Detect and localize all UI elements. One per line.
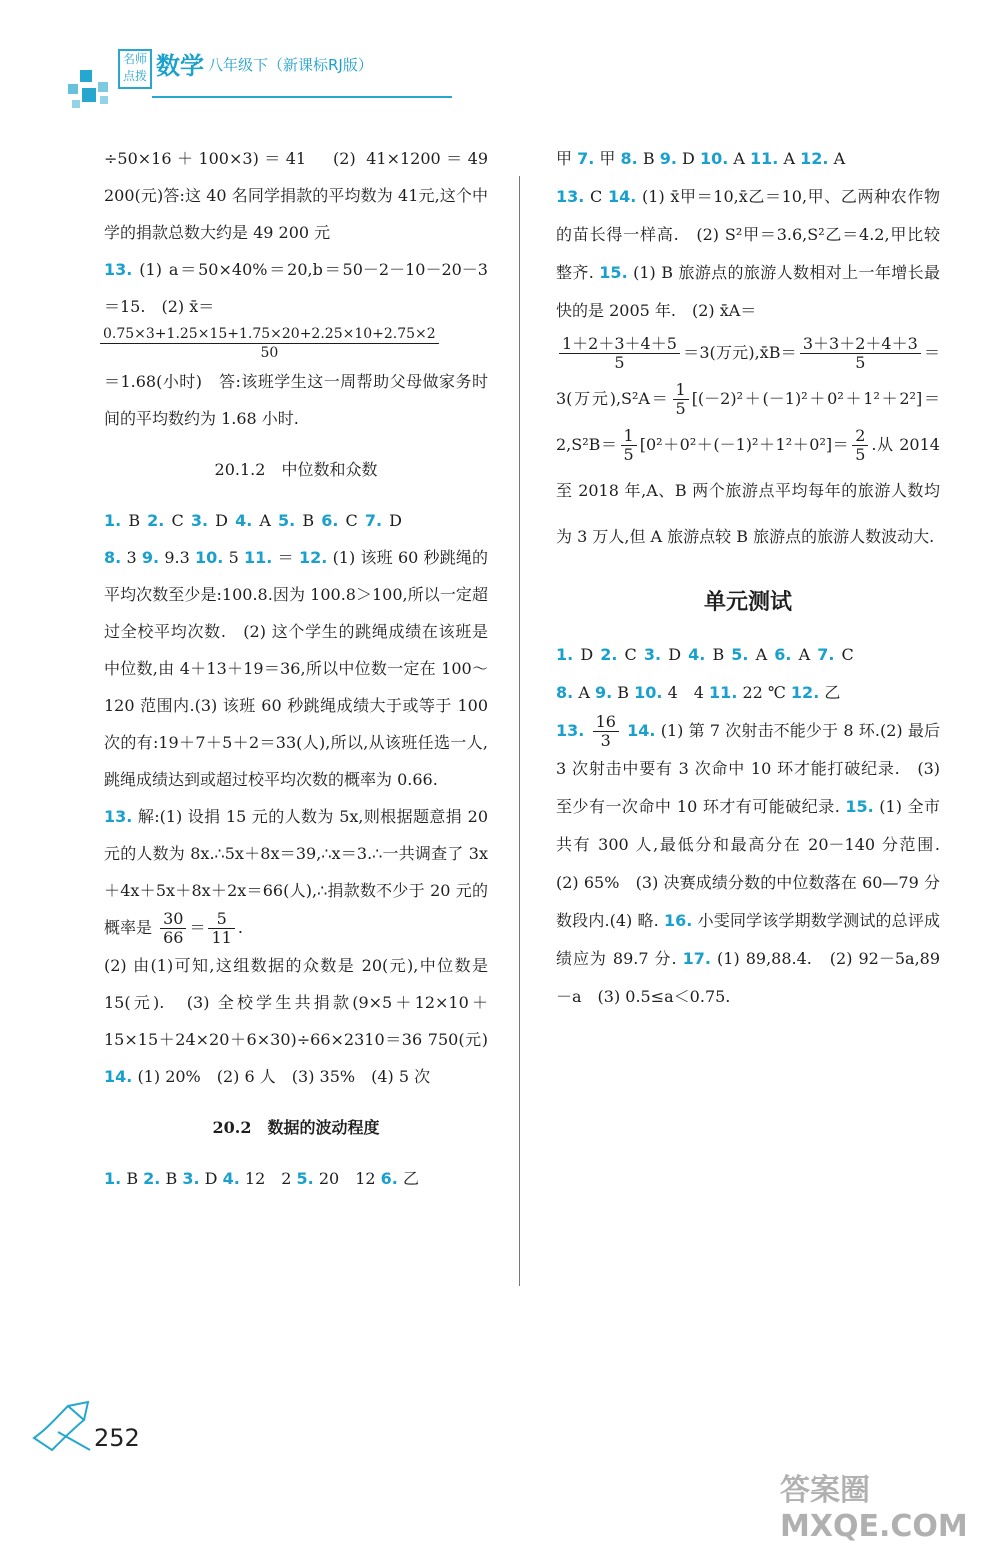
answer-text: (1) 全市共有 300 人,最低分和最高分在 20－140 分范围. (2) 65% (3) 决赛成绩分数的中位数落在 60—79 分数段内.(4) 略. — [556, 797, 957, 930]
right-column — [556, 140, 957, 1016]
question-number: 12. — [800, 149, 829, 168]
section-title: 20.1.2 中位数和众数 — [214, 459, 378, 479]
answer-value: D — [580, 645, 594, 664]
answer-value: 3 — [126, 547, 137, 567]
fraction-numerator: 30 — [160, 910, 186, 929]
answer-value: 5 — [228, 547, 239, 567]
decor-square — [82, 88, 96, 102]
answer-text: (1) 89,88.4. (2) 92－5a,89－a (3) 0.5≤a＜0.75. — [556, 949, 941, 1006]
question-number: 3. — [190, 510, 209, 530]
fraction-denominator: 3 — [600, 731, 611, 750]
question-number: 11. — [709, 683, 738, 702]
fraction-numerator: 1 — [621, 427, 637, 446]
question-number: 8. — [556, 683, 574, 702]
question-number: 5. — [296, 1168, 314, 1188]
question-number: 1. — [556, 645, 574, 664]
question-number: 8. — [620, 149, 638, 168]
answer-text: [0²＋0²＋(－1)²＋1²＋0²]＝ — [639, 435, 850, 454]
answer-value: 甲 — [599, 149, 616, 168]
answer-value: 乙 — [402, 1168, 419, 1188]
question-number: 15. — [845, 797, 874, 816]
fraction — [208, 910, 234, 947]
fraction-denominator: 5 — [855, 353, 866, 372]
question-number: 6. — [774, 645, 792, 664]
fraction — [852, 427, 868, 464]
decor-square — [68, 84, 78, 94]
answer-value: B — [642, 149, 655, 168]
section-title: 20.2 数据的波动程度 — [212, 1117, 380, 1137]
question-number: 4. — [235, 510, 253, 530]
question-number: 1. — [104, 510, 122, 530]
question-number: 13. — [104, 806, 133, 826]
answer-value: A — [783, 149, 796, 168]
answer-text: (2) 由(1)可知,这组数据的众数是 20(元),中位数是 15(元). (3) 全校学生共捐款(9×5＋12×10＋15×15＋24×20＋6×30)÷66×2310＝36 750(元) — [104, 955, 488, 1049]
question-number: 6. — [321, 510, 339, 530]
column-divider — [519, 176, 520, 1286]
question-number: 2. — [600, 645, 618, 664]
answer-value: 甲 — [556, 149, 573, 168]
question-number: 9. — [141, 547, 160, 567]
question-number: 7. — [364, 510, 383, 530]
question-number: 5. — [278, 510, 296, 530]
answer-text: (1) B 旅游点的旅游人数相对上一年增长最快的是 2005 年. (2) x̄A＝ — [556, 263, 940, 320]
answer-q15-math — [556, 330, 940, 560]
question-number: 17. — [682, 949, 711, 968]
answer-value: 乙 — [824, 683, 841, 702]
answer-text: (1) x̄甲＝10,x̄乙＝10,甲、乙两种农作物的苗长得一样高. (2) S²甲＝3.6,S²乙＝4.2,甲比较整齐. — [556, 187, 940, 282]
question-number: 12. — [298, 547, 328, 567]
answer-q13-14 — [556, 178, 940, 330]
fraction-denominator: 11 — [211, 927, 232, 947]
series-logo — [118, 49, 152, 89]
answer-value: D — [389, 510, 402, 530]
answer-value: C — [624, 645, 637, 664]
fraction — [673, 381, 689, 418]
answer-value: A — [578, 683, 590, 702]
fraction-denominator: 5 — [855, 445, 866, 464]
question-number: 13. — [556, 721, 585, 740]
equals-sign: ＝ — [189, 917, 206, 937]
question-number: 13. — [556, 187, 585, 206]
question-number: 2. — [147, 510, 165, 530]
question-number: 7. — [577, 149, 595, 168]
answer-row — [104, 1160, 488, 1197]
answer-value: A — [259, 510, 271, 530]
question-number: 4. — [688, 645, 706, 664]
question-number: 11. — [244, 547, 273, 567]
question-number: 10. — [634, 683, 663, 702]
answer-value: B — [712, 645, 725, 664]
question-number: 14. — [627, 721, 656, 740]
question-number: 16. — [664, 911, 693, 930]
page-header — [60, 44, 520, 124]
book-subtitle: 八年级下（新课标RJ版） — [208, 56, 373, 74]
fraction-denominator: 66 — [163, 927, 184, 947]
answer-value: C — [590, 187, 603, 206]
answer-text: (1) 20% (2) 6 人 (3) 35% (4) 5 次 — [137, 1066, 431, 1086]
answer-text — [104, 947, 488, 1095]
question-number: 15. — [599, 263, 628, 282]
fraction-denominator: 50 — [260, 345, 279, 361]
answer-row — [104, 539, 488, 798]
question-number: 10. — [699, 149, 729, 168]
fraction-numerator: 16 — [593, 713, 619, 732]
mean-formula — [100, 325, 488, 363]
logo-line-2: 点拨 — [122, 69, 147, 83]
book-title: 数学 — [156, 52, 204, 80]
answer-value: A — [833, 149, 846, 168]
answer-value: C — [171, 510, 184, 530]
answer-row — [556, 674, 940, 712]
answer-value: 4 4 — [667, 683, 704, 702]
answer-text: ＝1.68(小时) 答:该班学生这一周帮助父母做家务时间的平均数约为 1.68 小时. — [104, 371, 488, 428]
answer-value: A — [798, 645, 811, 664]
answer-value: 20 12 — [318, 1168, 376, 1188]
answer-value: C — [345, 510, 358, 530]
question-number: 12. — [790, 683, 820, 702]
fraction-numerator: 1＋2＋3＋4＋5 — [559, 335, 680, 354]
question-number: 9. — [659, 149, 677, 168]
header-rule — [152, 96, 452, 98]
decor-square — [72, 100, 80, 108]
answer-row — [556, 636, 940, 674]
answer-value: D — [682, 149, 695, 168]
fraction-numerator: 5 — [208, 910, 234, 929]
answer-text: [(－2)²＋(－1)²＋0²＋1²＋2²]＝2,S²B＝ — [556, 389, 940, 454]
question-number: 8. — [104, 547, 122, 567]
answer-row — [104, 502, 488, 539]
watermark: 答案圈 MXQE.COM — [780, 1473, 968, 1544]
answer-value: D — [668, 645, 682, 664]
answer-text: 解:(1) 设捐 15 元的人数为 5x,则根据题意捐 20 元的人数为 8x.∴5x＋8x＝39,∴x＝3.∴一共调查了 3x＋4x＋5x＋8x＋2x＝66(人),∴捐款数不少于 20 元的概率是 — [104, 806, 488, 937]
answer-q13 — [104, 251, 488, 325]
answer-q13b — [104, 798, 488, 947]
question-number: 9. — [594, 683, 613, 702]
fraction-denominator: 5 — [614, 353, 625, 372]
decor-square — [80, 70, 92, 82]
question-number: 11. — [750, 149, 779, 168]
answer-value: B — [128, 510, 141, 530]
fraction — [160, 910, 186, 947]
decor-square — [100, 96, 108, 104]
fraction-numerator: 0.75×3+1.25×15+1.75×20+2.25×10+2.75×2 — [100, 325, 439, 344]
logo-line-1: 名师 — [122, 52, 147, 66]
answer-value: 12 2 — [244, 1168, 292, 1188]
left-column — [104, 140, 488, 1197]
answer-text: ＝3(万元),S²A＝ — [556, 343, 940, 408]
fraction — [593, 713, 619, 750]
question-number: 5. — [731, 645, 749, 664]
page-number: 252 — [94, 1424, 140, 1452]
question-number: 4. — [222, 1168, 240, 1188]
answer-value: D — [215, 510, 228, 530]
answer-value: 22 ℃ — [742, 683, 786, 702]
fraction — [800, 335, 921, 372]
answer-text: .从 2014 至 2018 年,A、B 两个旅游点平均每年的旅游人数均为 3 万人,但 A 旅游点较 B 旅游点的旅游人数波动大. — [556, 435, 940, 546]
answer-value: D — [204, 1168, 218, 1188]
answer-value: 9.3 — [164, 547, 190, 567]
question-number: 6. — [380, 1168, 398, 1188]
decor-square — [98, 82, 108, 92]
answer-value: B — [126, 1168, 139, 1188]
fraction — [621, 427, 637, 464]
answer-text: (1) 该班 60 秒跳绳的平均次数至少是:100.8.因为 100.8＞100,所以一定超过全校平均次数. (2) 这个学生的跳绳成绩在该班是中位数,由 4＋13＋19＝36,所以中位数一定在 100～120 范围内.(3) 该班 60 秒跳绳成绩大于或等于 100 次的有:19＋7＋5＋2＝33(人),所以,从该班任选一人,跳绳成绩达到或超过校平均次数的概率为 0.66. — [104, 547, 488, 789]
question-number: 3. — [182, 1168, 200, 1188]
answer-row — [556, 140, 940, 178]
answer-value: A — [755, 645, 768, 664]
unit-test-title: 单元测试 — [703, 590, 792, 615]
question-number: 1. — [104, 1168, 122, 1188]
fraction-denominator: 5 — [623, 445, 634, 464]
answer-value: B — [165, 1168, 178, 1188]
period: . — [237, 917, 243, 937]
fraction-numerator: 2 — [852, 427, 868, 446]
fraction-numerator: 3＋3＋2＋4＋3 — [800, 335, 921, 354]
answer-text: (1) a＝50×40%＝20,b＝50－2－10－20－3＝15. (2) x̄＝ — [104, 260, 488, 316]
answer-value: ＝ — [277, 547, 294, 567]
question-number: 2. — [143, 1168, 161, 1188]
answer-ut13-17 — [556, 712, 957, 1016]
fraction-denominator: 5 — [675, 399, 686, 418]
answer-text: ＝3(万元),x̄B＝ — [682, 343, 797, 362]
fraction-numerator: 1 — [673, 381, 689, 400]
answer-text: ÷50×16＋100×3)＝41 (2) 41×1200＝49 200(元)答:这 40 名同学捐款的平均数为 41元,这个中学的捐款总数大约是 49 200 元 — [104, 149, 488, 242]
question-number: 14. — [608, 187, 637, 206]
question-number: 3. — [643, 645, 662, 664]
answer-value: B — [617, 683, 630, 702]
question-number: 7. — [817, 645, 835, 664]
answer-value: B — [302, 510, 315, 530]
question-number: 14. — [104, 1066, 133, 1086]
answer-text: (1) 第 7 次射击不能少于 8 环.(2) 最后 3 次射击中要有 3 次命中 10 环才能打破纪录. (3) 至少有一次命中 10 环才有可能破纪录. — [556, 721, 940, 816]
pushpin-icon — [28, 1398, 96, 1454]
answer-value: C — [841, 645, 854, 664]
question-number: 10. — [195, 547, 224, 567]
answer-value: A — [733, 149, 745, 168]
question-number: 13. — [104, 260, 133, 279]
answer-text: 小雯同学该学期数学测试的总评成绩应为 89.7 分. — [556, 911, 940, 968]
fraction — [559, 335, 680, 372]
